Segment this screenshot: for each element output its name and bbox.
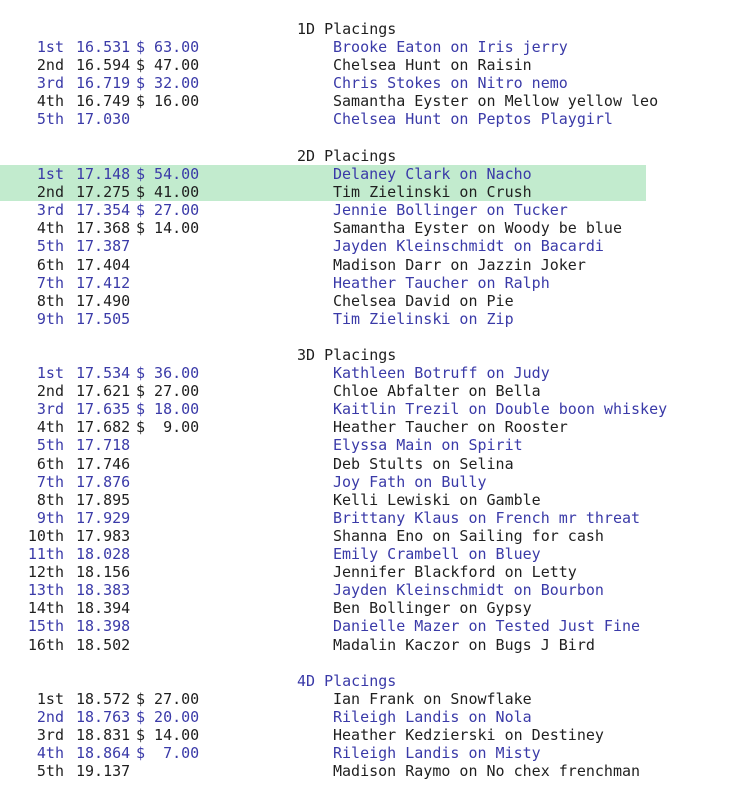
placing-rank: 4th: [36, 219, 64, 238]
rider-and-horse: Elyssa Main on Spirit: [333, 436, 523, 455]
placing-time: 18.864: [76, 744, 131, 763]
placing-payout: $ 32.00: [136, 74, 200, 93]
rider-and-horse: Shanna Eno on Sailing for cash: [333, 526, 604, 545]
placing-rank: 3rd: [36, 201, 64, 220]
placing-payout: $ 20.00: [136, 708, 200, 727]
rider-and-horse: Delaney Clark on Nacho: [333, 165, 532, 183]
placing-time: 17.635: [76, 400, 131, 419]
placing-time: 17.275: [76, 183, 131, 202]
rider-and-horse: Chelsea Hunt on Peptos Playgirl: [333, 110, 613, 129]
placing-payout: $ 7.00: [136, 744, 200, 763]
rider-and-horse: Samantha Eyster on Woody be blue: [333, 219, 622, 238]
rider-and-horse: Ben Bollinger on Gypsy: [333, 599, 532, 618]
placing-rank: 2nd: [36, 183, 64, 202]
placing-rank: 9th: [36, 508, 64, 527]
placing-time: 19.137: [76, 762, 131, 781]
placing-time: 17.404: [76, 255, 131, 274]
placing-rank: 1st: [36, 364, 64, 382]
placing-rank: 2nd: [36, 56, 64, 75]
rider-and-horse: Samantha Eyster on Mellow yellow leo: [333, 92, 659, 111]
placing-payout: $ 63.00: [136, 38, 200, 56]
placing-rank: 4th: [36, 418, 64, 437]
placing-rank: 2nd: [36, 382, 64, 401]
rider-and-horse: Brooke Eaton on Iris jerry: [333, 38, 568, 56]
placing-payout: $ 36.00: [136, 364, 200, 382]
rider-and-horse: Jayden Kleinschmidt on Bourbon: [333, 581, 604, 600]
rider-and-horse: Kathleen Botruff on Judy: [333, 364, 550, 382]
placing-payout: $ 18.00: [136, 400, 200, 419]
placing-rank: 6th: [36, 454, 64, 473]
rider-and-horse: Emily Crambell on Bluey: [333, 545, 541, 563]
placing-time: 18.763: [76, 708, 131, 727]
rider-and-horse: Brittany Klaus on French mr threat: [333, 508, 641, 527]
placing-rank: 3rd: [36, 74, 64, 93]
placing-payout: $ 27.00: [136, 690, 200, 708]
placing-rank: 1st: [36, 165, 64, 183]
placing-payout: $ 9.00: [136, 418, 200, 437]
placing-time: 16.749: [76, 92, 131, 111]
placing-rank: 2nd: [36, 708, 64, 727]
placing-rank: 7th: [36, 273, 64, 292]
placing-rank: 8th: [36, 291, 64, 310]
rider-and-horse: Ian Frank on Snowflake: [333, 690, 532, 708]
placing-rank: 1st: [36, 38, 64, 56]
placing-rank: 5th: [36, 237, 64, 256]
placing-time: 17.505: [76, 309, 131, 328]
rider-and-horse: Heather Taucher on Rooster: [333, 418, 568, 437]
placing-time: 16.719: [76, 74, 131, 93]
division-title: 3D Placings: [297, 346, 397, 364]
division-title: 4D Placings: [297, 672, 397, 690]
rider-and-horse: Kaitlin Trezil on Double boon whiskey: [333, 400, 668, 419]
rider-and-horse: Joy Fath on Bully: [333, 472, 487, 491]
placing-time: 17.030: [76, 110, 131, 129]
division-title: 1D Placings: [297, 20, 397, 38]
rider-and-horse: Madison Raymo on No chex frenchman: [333, 762, 641, 781]
placing-time: 17.387: [76, 237, 131, 256]
placing-time: 18.831: [76, 726, 131, 745]
rider-and-horse: Jennie Bollinger on Tucker: [333, 201, 568, 220]
rider-and-horse: Danielle Mazer on Tested Just Fine: [333, 617, 641, 636]
placing-time: 17.412: [76, 273, 131, 292]
rider-and-horse: Chelsea David on Pie: [333, 291, 514, 310]
rider-and-horse: Chloe Abfalter on Bella: [333, 382, 541, 401]
placing-time: 17.876: [76, 472, 131, 491]
placing-payout: $ 27.00: [136, 201, 200, 220]
placing-time: 18.156: [76, 563, 131, 582]
rider-and-horse: Heather Kedzierski on Destiney: [333, 726, 604, 745]
rider-and-horse: Rileigh Landis on Nola: [333, 708, 532, 727]
placing-payout: $ 27.00: [136, 382, 200, 401]
placing-time: 17.718: [76, 436, 131, 455]
placing-rank: 13th: [27, 581, 64, 600]
rider-and-horse: Madalin Kaczor on Bugs J Bird: [333, 635, 595, 654]
placing-payout: $ 47.00: [136, 56, 200, 75]
placing-time: 17.354: [76, 201, 131, 220]
placing-rank: 8th: [36, 490, 64, 509]
placing-rank: 9th: [36, 309, 64, 328]
placing-time: 17.895: [76, 490, 131, 509]
placing-payout: $ 14.00: [136, 726, 200, 745]
placing-time: 17.368: [76, 219, 131, 238]
placing-time: 18.028: [76, 545, 131, 563]
placing-time: 18.502: [76, 635, 131, 654]
placing-rank: 11th: [27, 545, 64, 563]
rider-and-horse: Chelsea Hunt on Raisin: [333, 56, 532, 75]
placing-payout: $ 16.00: [136, 92, 200, 111]
rider-and-horse: Rileigh Landis on Misty: [333, 744, 541, 763]
placing-time: 18.398: [76, 617, 131, 636]
placing-payout: $ 14.00: [136, 219, 200, 238]
placing-rank: 5th: [36, 436, 64, 455]
placing-rank: 6th: [36, 255, 64, 274]
rider-and-horse: Heather Taucher on Ralph: [333, 273, 550, 292]
placing-time: 16.531: [76, 38, 131, 56]
placing-payout: $ 41.00: [136, 183, 200, 202]
placing-rank: 4th: [36, 92, 64, 111]
placing-time: 18.383: [76, 581, 131, 600]
placing-time: 17.929: [76, 508, 131, 527]
placing-time: 17.148: [76, 165, 131, 183]
rider-and-horse: Madison Darr on Jazzin Joker: [333, 255, 586, 274]
rider-and-horse: Jennifer Blackford on Letty: [333, 563, 577, 582]
placing-rank: 16th: [27, 635, 64, 654]
rider-and-horse: Kelli Lewiski on Gamble: [333, 490, 541, 509]
rider-and-horse: Tim Zielinski on Zip: [333, 309, 514, 328]
placing-time: 18.572: [76, 690, 131, 708]
placing-time: 17.682: [76, 418, 131, 437]
placing-time: 16.594: [76, 56, 131, 75]
placing-rank: 7th: [36, 472, 64, 491]
placing-rank: 5th: [36, 762, 64, 781]
placing-time: 17.621: [76, 382, 131, 401]
placing-time: 17.534: [76, 364, 131, 382]
placing-rank: 4th: [36, 744, 64, 763]
rider-and-horse: Deb Stults on Selina: [333, 454, 514, 473]
rider-and-horse: Jayden Kleinschmidt on Bacardi: [333, 237, 604, 256]
placing-time: 17.746: [76, 454, 131, 473]
rider-and-horse: Chris Stokes on Nitro nemo: [333, 74, 568, 93]
rider-and-horse: Tim Zielinski on Crush: [333, 183, 532, 202]
placing-rank: 15th: [27, 617, 64, 636]
placing-payout: $ 54.00: [136, 165, 200, 183]
division-title: 2D Placings: [297, 147, 397, 165]
placing-rank: 14th: [27, 599, 64, 618]
placing-time: 17.983: [76, 526, 131, 545]
placing-rank: 10th: [27, 526, 64, 545]
placing-time: 18.394: [76, 599, 131, 618]
placing-rank: 1st: [36, 690, 64, 708]
placing-rank: 3rd: [36, 400, 64, 419]
placing-time: 17.490: [76, 291, 131, 310]
placing-rank: 5th: [36, 110, 64, 129]
placing-rank: 3rd: [36, 726, 64, 745]
placing-rank: 12th: [27, 563, 64, 582]
